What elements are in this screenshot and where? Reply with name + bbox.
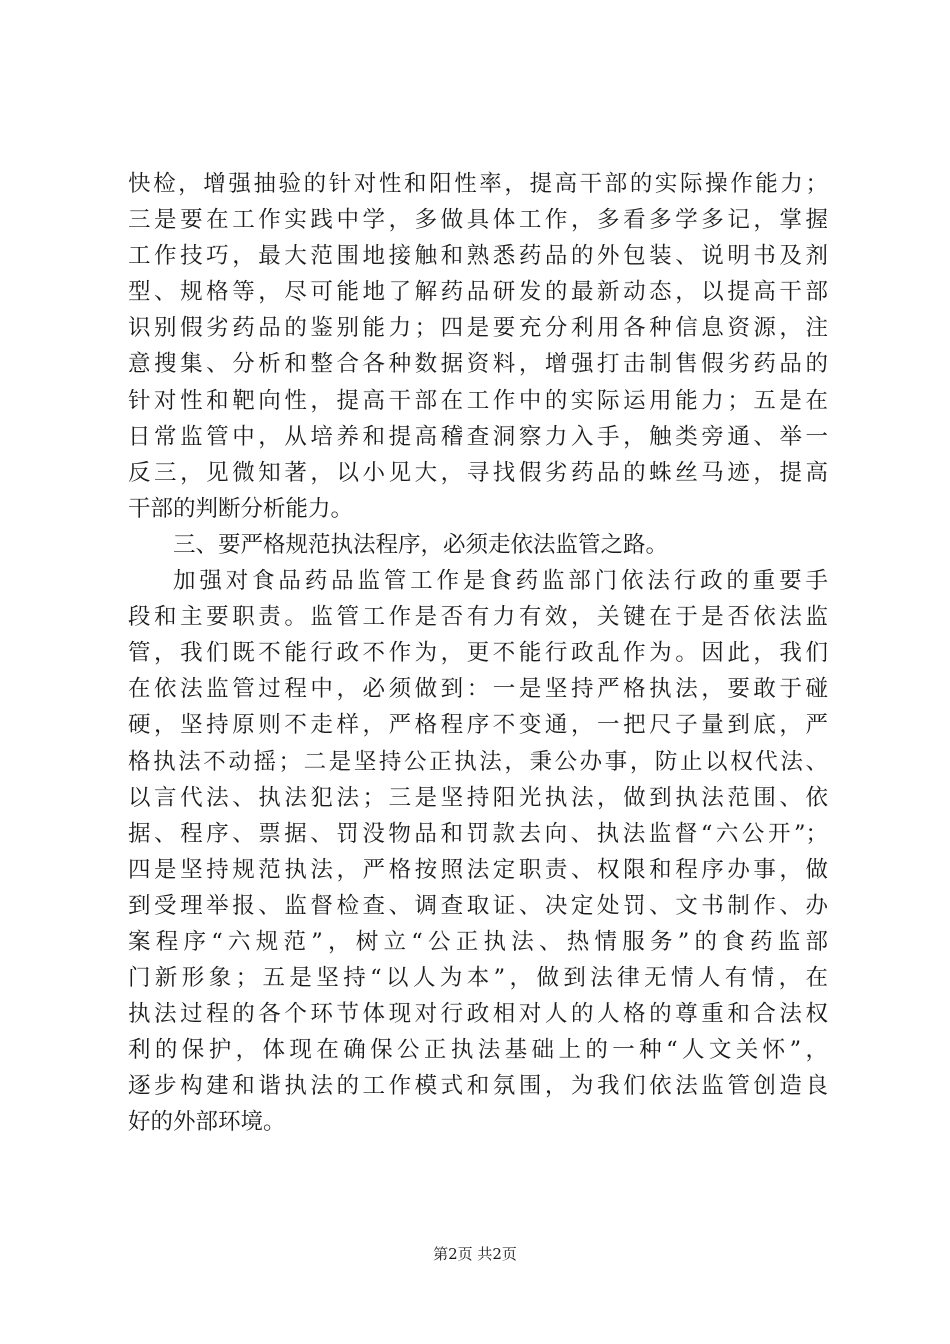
paragraph-1-line: 识别假劣药品的鉴别能力；四是要充分利用各种信息资源，注: [128, 315, 828, 342]
paragraph-2-line: 四是坚持规范执法，严格按照法定职责、权限和程序办事，做: [128, 856, 828, 883]
paragraph-2-line: 加强对食品药品监管工作是食药监部门依法行政的重要手: [173, 568, 828, 595]
paragraph-1-line: 针对性和靶向性，提高干部在工作中的实际运用能力；五是在: [128, 387, 828, 414]
page-number-footer: 第2页 共2页: [433, 1245, 517, 1263]
paragraph-1-line: 干部的判断分析能力。: [128, 495, 354, 522]
paragraph-1-line: 三是要在工作实践中学，多做具体工作，多看多学多记，掌握: [128, 207, 828, 234]
paragraph-1-line: 日常监管中，从培养和提高稽查洞察力入手，触类旁通、举一: [128, 423, 828, 450]
paragraph-2-line: 案程序“六规范”，树立“公正执法、热情服务”的食药监部: [128, 928, 828, 955]
paragraph-1-line: 型、规格等，尽可能地了解药品研发的最新动态，以提高干部: [128, 279, 828, 306]
paragraph-2-line: 硬，坚持原则不走样，严格程序不变通，一把尺子量到底，严: [128, 712, 828, 739]
paragraph-2-line: 到受理举报、监督检查、调查取证、决定处罚、文书制作、办: [128, 892, 828, 919]
paragraph-2-line: 利的保护，体现在确保公正执法基础上的一种“人文关怀”，: [128, 1037, 828, 1064]
paragraph-2-line: 逐步构建和谐执法的工作模式和氛围，为我们依法监管创造良: [128, 1073, 828, 1100]
paragraph-1-line: 反三，见微知著，以小见大，寻找假劣药品的蛛丝马迹，提高: [128, 459, 828, 486]
paragraph-2-line: 以言代法、执法犯法；三是坚持阳光执法，做到执法范围、依: [128, 784, 828, 811]
paragraph-1-line: 意搜集、分析和整合各种数据资料，增强打击制售假劣药品的: [128, 351, 828, 378]
paragraph-2-line: 好的外部环境。: [128, 1109, 286, 1136]
paragraph-2-line: 格执法不动摇；二是坚持公正执法，秉公办事，防止以权代法、: [128, 748, 828, 775]
paragraph-2-line: 据、程序、票据、罚没物品和罚款去向、执法监督“六公开”；: [128, 820, 828, 847]
paragraph-2-line: 门新形象；五是坚持“以人为本”，做到法律无情人有情，在: [128, 965, 828, 992]
paragraph-2-line: 管，我们既不能行政不作为，更不能行政乱作为。因此，我们: [128, 640, 828, 667]
paragraph-1-line: 工作技巧，最大范围地接触和熟悉药品的外包装、说明书及剂: [128, 243, 828, 270]
section-heading: 三、要严格规范执法程序，必须走依法监管之路。: [173, 531, 669, 558]
document-body: [128, 166, 828, 1141]
paragraph-2-line: 在依法监管过程中，必须做到：一是坚持严格执法，要敢于碰: [128, 676, 828, 703]
paragraph-1-line: 快检，增强抽验的针对性和阳性率，提高干部的实际操作能力；: [128, 171, 828, 197]
paragraph-2-line: 段和主要职责。监管工作是否有力有效，关键在于是否依法监: [128, 604, 828, 631]
paragraph-2-line: 执法过程的各个环节体现对行政相对人的人格的尊重和合法权: [128, 1001, 828, 1028]
